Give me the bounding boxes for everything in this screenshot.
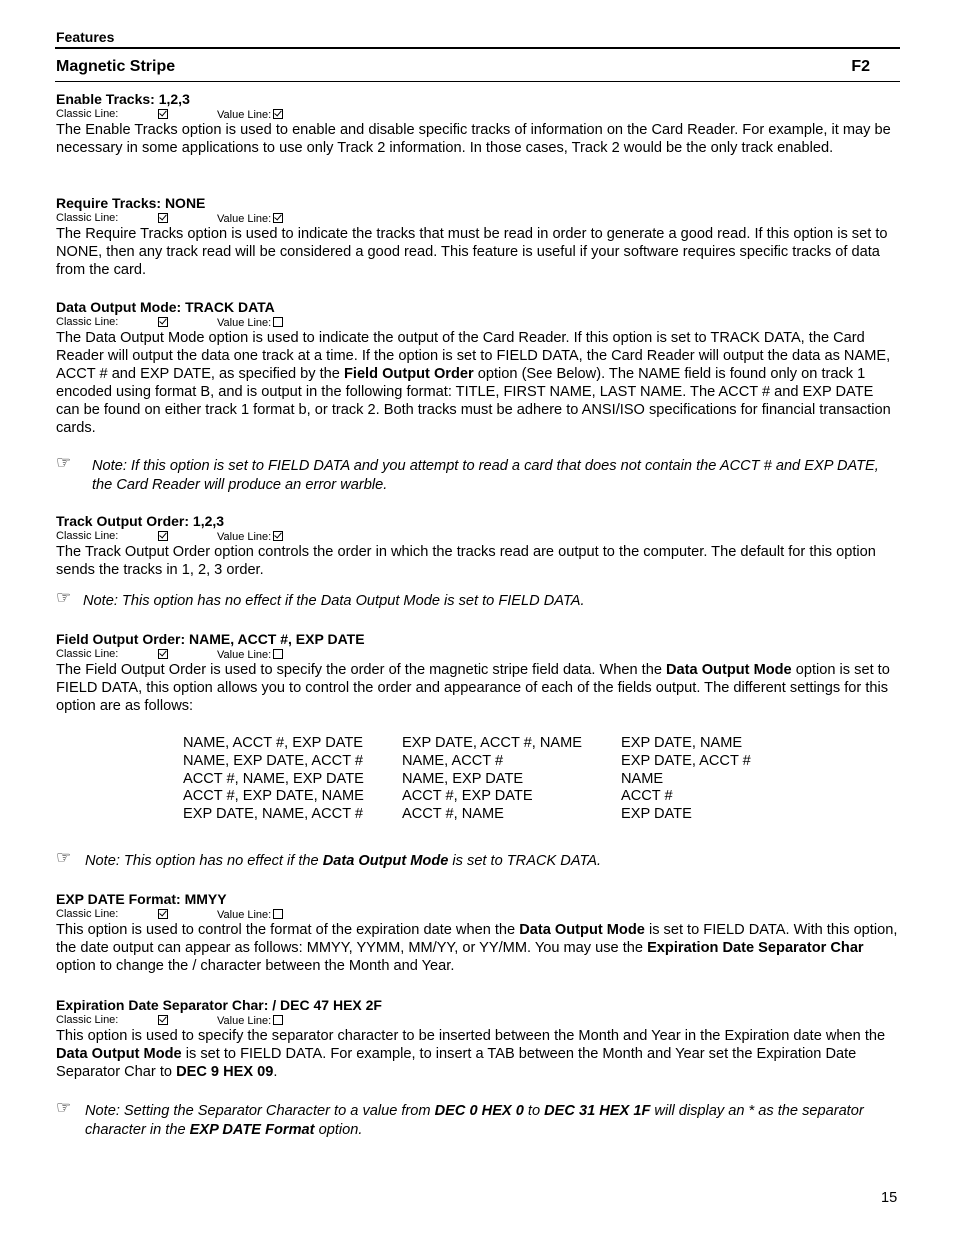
option-description: The Field Output Order is used to specify the order of the magnetic stripe field data. When the Data Output Mode option is set to FIELD DATA, this option allows you to control the order and appearance of each of the fields output. The different settings for this option are as follows:: [56, 662, 890, 714]
option-description: The Enable Tracks option is used to enable and disable specific tracks of information on the Card Reader. For example, it may be necessary in some applications to use only Track 2 information. In those cases, Track 2 would be the only track enabled.: [56, 122, 891, 156]
classic-line-label: Classic Line:: [56, 648, 119, 660]
option-title: Require Tracks: NONE: [56, 195, 206, 211]
setting-item: NAME, EXP DATE, ACCT #: [183, 752, 364, 769]
value-checkbox-checked: [273, 213, 283, 223]
note-field-output-order: [56, 848, 899, 871]
value-checkbox-unchecked: [273, 909, 283, 919]
value-checkbox-unchecked: [273, 317, 283, 327]
option-description: The Require Tracks option is used to indicate the tracks that must be read in order to generate a good read. If this option is set to NONE, then any track read will be considered a good read. This feature is useful if your software requires specific tracks of data from the card.: [56, 226, 888, 278]
classic-line-label: Classic Line:: [56, 908, 119, 920]
note-text: Note: This option has no effect if the Data Output Mode is set to FIELD DATA.: [83, 593, 585, 609]
classic-line-label: Classic Line:: [56, 212, 119, 224]
line-support: [56, 1014, 899, 1027]
page-title-text: Magnetic Stripe: [56, 58, 176, 75]
note-track-output-order: [56, 588, 899, 611]
value-checkbox-checked: [273, 531, 283, 541]
option-description: The Data Output Mode option is used to indicate the output of the Card Reader. If this option is set to TRACK DATA, the Card Reader will output the data one track at a time. If the option is set to FIELD DATA, the Card Reader will output the data as NAME, ACCT # and EXP DATE, as specified by the Field Output Order option (See Below). The NAME field is found only on track 1 encoded using format B, and is output in the following format: TITLE, FIRST NAME, LAST NAME. The ACCT # and EXP DATE can be found on either track 1 format b, or track 2. Both tracks must be adhere to ANSI/ISO specifications for financial transaction cards.: [56, 330, 891, 436]
note-exp-date-separator: [56, 1098, 899, 1140]
option-data-output-mode: [56, 299, 899, 437]
option-title: Expiration Date Separator Char: / DEC 47 HEX 2F: [56, 997, 382, 1013]
option-exp-date-separator: [56, 997, 899, 1081]
page-number: 15: [881, 1190, 898, 1206]
classic-line-label: Classic Line:: [56, 530, 119, 542]
line-support: [56, 648, 899, 661]
classic-checkbox-checked: [158, 1015, 168, 1025]
option-enable-tracks: [56, 91, 899, 157]
value-checkbox-checked: [273, 109, 283, 119]
option-track-output-order: [56, 513, 899, 579]
option-description: The Track Output Order option controls the order in which the tracks read are output to the computer. The default for this option sends the tracks in 1, 2, 3 order.: [56, 544, 876, 578]
setting-item: EXP DATE, ACCT #: [621, 752, 751, 769]
header-rule: [55, 47, 900, 49]
classic-checkbox-checked: [158, 317, 168, 327]
pointing-hand-icon: ☞: [56, 453, 72, 472]
settings-column: [183, 735, 364, 824]
settings-column: [402, 735, 582, 824]
setting-item: ACCT #: [621, 788, 673, 805]
option-description: This option is used to control the format of the expiration date when the Data Output Mode is set to FIELD DATA. With this option, the date output can appear as follows: MMYY, YYMM, MM/YY, or YY/MM. You may use the Expiration Date Separator Char option to change the / character between the Month and Year.: [56, 922, 898, 974]
value-checkbox-unchecked: [273, 1015, 283, 1025]
pointing-hand-icon: ☞: [56, 1098, 72, 1117]
option-field-output-order: [56, 631, 899, 715]
page-title: [56, 58, 899, 76]
line-support: [56, 108, 899, 121]
setting-item: ACCT #, EXP DATE: [402, 788, 533, 805]
note-data-output-mode: [56, 453, 899, 495]
option-title: Field Output Order: NAME, ACCT #, EXP DATE: [56, 631, 365, 647]
line-support: [56, 530, 899, 543]
setting-item: EXP DATE, NAME, ACCT #: [183, 806, 364, 823]
setting-item: ACCT #, NAME: [402, 806, 504, 823]
classic-checkbox-checked: [158, 649, 168, 659]
setting-item: EXP DATE, ACCT #, NAME: [402, 735, 583, 751]
setting-item: EXP DATE: [621, 806, 692, 823]
setting-item: NAME, EXP DATE: [402, 770, 524, 787]
classic-checkbox-checked: [158, 109, 168, 119]
title-rule: [55, 81, 900, 82]
note-text: Note: This option has no effect if the Data Output Mode is set to TRACK DATA.: [85, 853, 602, 869]
value-line-label: Value Line:: [217, 909, 272, 921]
option-exp-date-format: [56, 891, 899, 975]
value-line-label: Value Line:: [217, 531, 272, 543]
classic-checkbox-checked: [158, 213, 168, 223]
option-description: This option is used to specify the separator character to be inserted between the Month and Year in the Expiration date when the Data Output Mode is set to FIELD DATA. For example, to insert a TAB between the Month and Year set the Expiration Date Separator Char to DEC 9 HEX 09.: [56, 1028, 886, 1080]
option-require-tracks: [56, 195, 899, 279]
setting-item: NAME, ACCT #, EXP DATE: [183, 735, 364, 751]
classic-line-label: Classic Line:: [56, 108, 119, 120]
value-line-label: Value Line:: [217, 109, 272, 121]
option-title: EXP DATE Format: MMYY: [56, 891, 227, 907]
classic-checkbox-checked: [158, 909, 168, 919]
pointing-hand-icon: ☞: [56, 588, 72, 607]
option-title: Track Output Order: 1,2,3: [56, 513, 225, 529]
setting-item: ACCT #, NAME, EXP DATE: [183, 770, 364, 787]
option-title: Data Output Mode: TRACK DATA: [56, 299, 275, 315]
classic-line-label: Classic Line:: [56, 1014, 119, 1026]
line-support: [56, 316, 899, 329]
value-line-label: Value Line:: [217, 649, 272, 661]
note-text: Note: If this option is set to FIELD DATA and you attempt to read a card that does not contain the ACCT # and EXP DATE, the Card Reader will produce an error warble.: [92, 458, 879, 493]
setting-item: ACCT #, EXP DATE, NAME: [183, 788, 364, 805]
setting-item: NAME: [621, 770, 664, 787]
value-line-label: Value Line:: [217, 213, 272, 225]
section-header: Features: [56, 29, 115, 45]
option-title: Enable Tracks: 1,2,3: [56, 91, 190, 107]
value-line-label: Value Line:: [217, 1015, 272, 1027]
note-text: Note: Setting the Separator Character to a value from DEC 0 HEX 0 to DEC 31 HEX 1F will display an * as the separator character in the EXP DATE Format option.: [85, 1103, 864, 1138]
settings-column: [621, 735, 751, 824]
classic-checkbox-checked: [158, 531, 168, 541]
line-support: [56, 212, 899, 225]
page-code: F2: [851, 58, 870, 75]
line-support: [56, 908, 899, 921]
setting-item: NAME, ACCT #: [402, 752, 504, 769]
classic-line-label: Classic Line:: [56, 316, 119, 328]
value-line-label: Value Line:: [217, 317, 272, 329]
value-checkbox-unchecked: [273, 649, 283, 659]
setting-item: EXP DATE, NAME: [621, 735, 743, 751]
pointing-hand-icon: ☞: [56, 848, 72, 867]
